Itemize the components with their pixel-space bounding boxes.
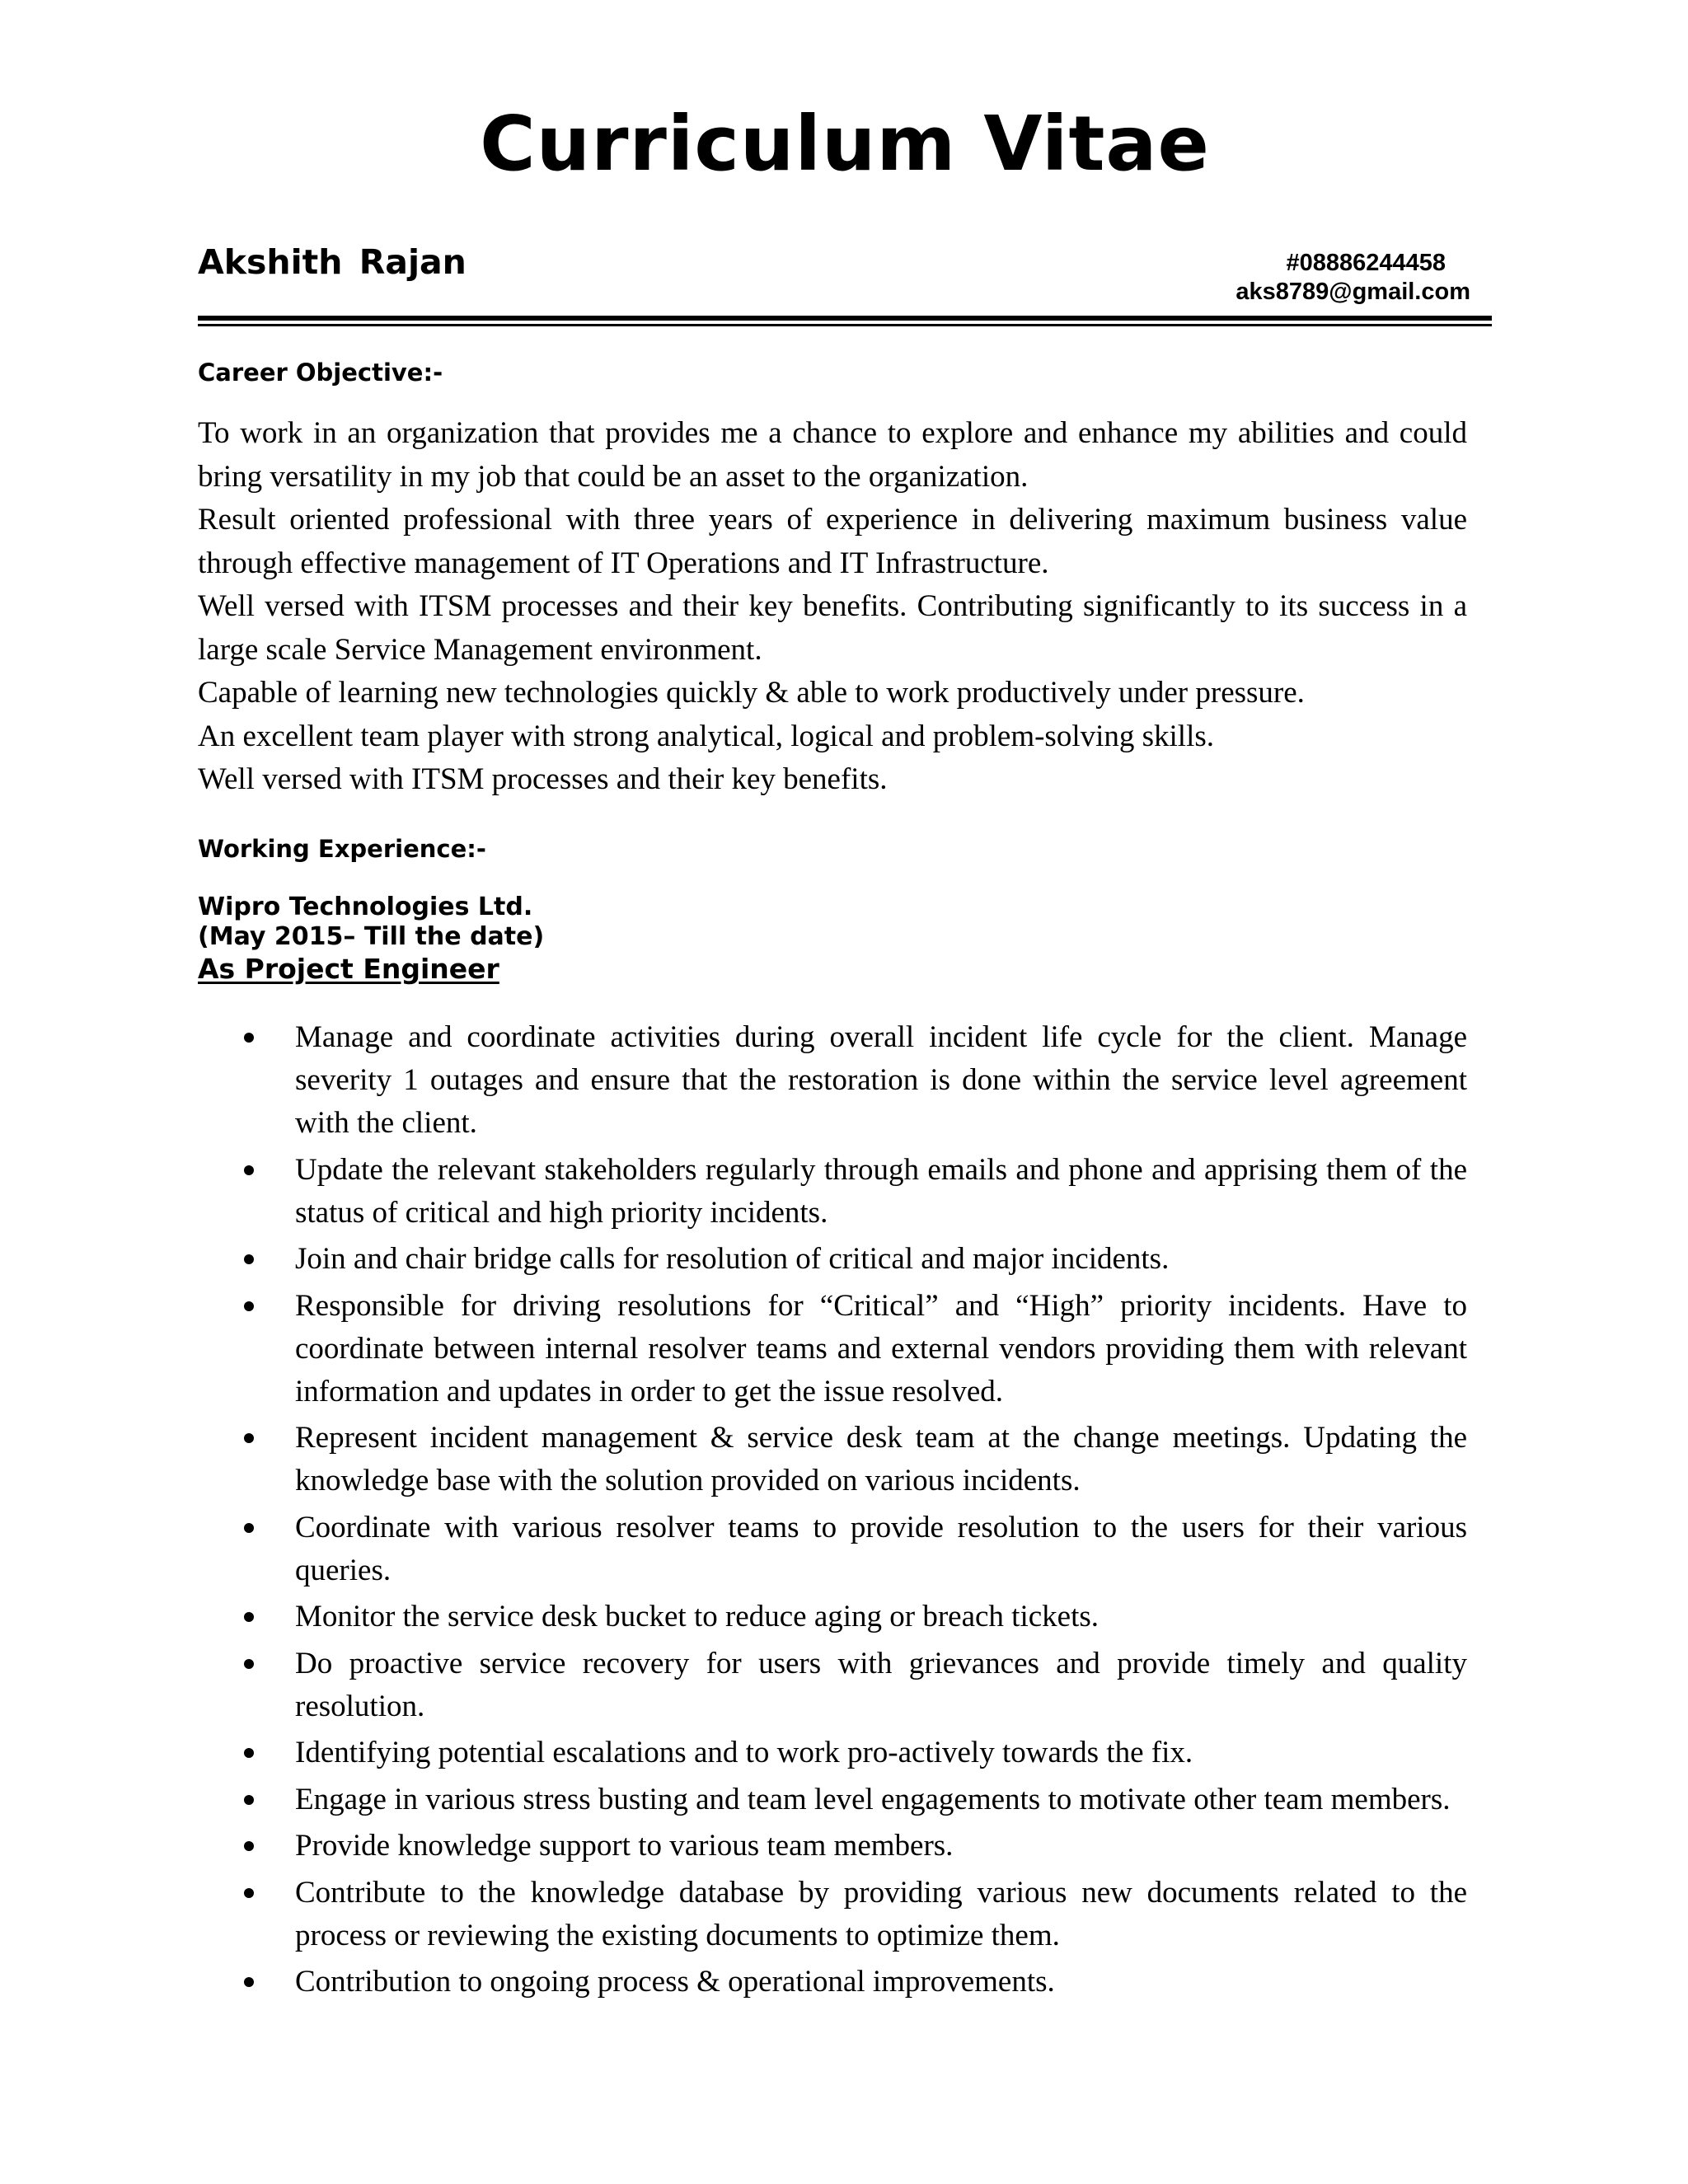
duty-item xyxy=(198,1285,1467,1413)
objective-paragraph: Result oriented professional with three years of experience in delivering maximum business value through effective management of IT Operations and IT Infrastructure. xyxy=(198,503,1467,580)
job-role: As Project Engineer xyxy=(198,953,499,985)
objective-paragraph: Well versed with ITSM processes and their key benefits. Contributing significantly to its success in a large scale Service Management environment. xyxy=(198,589,1467,667)
bullet-icon xyxy=(244,1523,254,1533)
duty-text: Join and chair bridge calls for resolution of critical and major incidents. xyxy=(295,1242,1170,1276)
career-objective-heading: Career Objective:- xyxy=(198,359,443,387)
duties-list xyxy=(198,1016,1467,2008)
email-address: aks8789@gmail.com xyxy=(1236,279,1470,305)
bullet-icon xyxy=(244,1795,254,1805)
bullet-icon xyxy=(244,1033,254,1043)
contact-info xyxy=(1236,249,1470,307)
bullet-icon xyxy=(244,1433,254,1443)
objective-paragraph: An excellent team player with strong analytical, logical and problem-solving skills. xyxy=(198,719,1215,753)
candidate-name: Akshith Rajan xyxy=(198,242,467,282)
bullet-icon xyxy=(244,1748,254,1758)
bullet-icon xyxy=(244,1301,254,1311)
duty-text: Contribute to the knowledge database by providing various new documents related to the process or reviewing the existing documents to optimize them. xyxy=(295,1875,1467,1952)
duty-item xyxy=(198,1149,1467,1235)
duty-text: Do proactive service recovery for users with grievances and provide timely and quality resolution. xyxy=(295,1646,1467,1723)
duty-item xyxy=(198,1961,1467,2004)
employment-period: (May 2015– Till the date) xyxy=(198,922,545,951)
duty-item xyxy=(198,1016,1467,1145)
duty-item xyxy=(198,1825,1467,1868)
duty-item xyxy=(198,1507,1467,1592)
duty-text: Monitor the service desk bucket to reduce aging or breach tickets. xyxy=(295,1600,1100,1633)
duty-item xyxy=(198,1596,1467,1638)
objective-paragraph: Well versed with ITSM processes and their key benefits. xyxy=(198,762,888,796)
duty-item xyxy=(198,1779,1467,1821)
career-objective-text xyxy=(198,412,1467,802)
bullet-icon xyxy=(244,1888,254,1898)
resume-page xyxy=(198,0,1492,2184)
duty-text: Manage and coordinate activities during overall incident life cycle for the client. Manage severity 1 outages and ensure that the restoration is done within the service level agreement with the client. xyxy=(295,1020,1467,1140)
duty-item xyxy=(198,1732,1467,1774)
bullet-icon xyxy=(244,1659,254,1669)
duty-text: Represent incident management & service desk team at the change meetings. Updating the knowledge base with the solution provided on various incidents. xyxy=(295,1421,1467,1497)
duty-text: Coordinate with various resolver teams to provide resolution to the users for their various queries. xyxy=(295,1510,1467,1587)
bullet-icon xyxy=(244,1977,254,1987)
duty-text: Update the relevant stakeholders regularly through emails and phone and apprising them of the status of critical and high priority incidents. xyxy=(295,1152,1467,1230)
employer-block xyxy=(198,893,544,987)
bullet-icon xyxy=(244,1254,254,1264)
bullet-icon xyxy=(244,1612,254,1622)
bullet-icon xyxy=(244,1165,254,1175)
duty-text: Engage in various stress busting and team level engagements to motivate other team members. xyxy=(295,1782,1451,1816)
duty-text: Provide knowledge support to various team members. xyxy=(295,1829,954,1863)
header-divider-thin xyxy=(198,324,1492,326)
duty-item xyxy=(198,1872,1467,1957)
duty-item xyxy=(198,1238,1467,1281)
bullet-icon xyxy=(244,1841,254,1851)
working-experience-heading: Working Experience:- xyxy=(198,835,486,863)
phone-number: #08886244458 xyxy=(1286,250,1446,276)
duty-text: Identifying potential escalations and to work pro-actively towards the fix. xyxy=(295,1736,1193,1769)
duty-item xyxy=(198,1417,1467,1502)
objective-paragraph: To work in an organization that provides me a chance to explore and enhance my abilities and could bring versatility in my job that could be an asset to the organization. xyxy=(198,416,1467,494)
duty-item xyxy=(198,1643,1467,1728)
header-divider-thick xyxy=(198,316,1492,321)
document-title: Curriculum Vitae xyxy=(480,100,1210,188)
duty-text: Responsible for driving resolutions for “Critical” and “High” priority incidents. Have to coordinate between internal resolver teams and external vendors providing them with relevant information and updates in order to get the issue resolved. xyxy=(295,1288,1467,1408)
company-name: Wipro Technologies Ltd. xyxy=(198,893,533,921)
duty-text: Contribution to ongoing process & operational improvements. xyxy=(295,1965,1055,1999)
objective-paragraph: Capable of learning new technologies quickly & able to work productively under pressure. xyxy=(198,676,1305,710)
